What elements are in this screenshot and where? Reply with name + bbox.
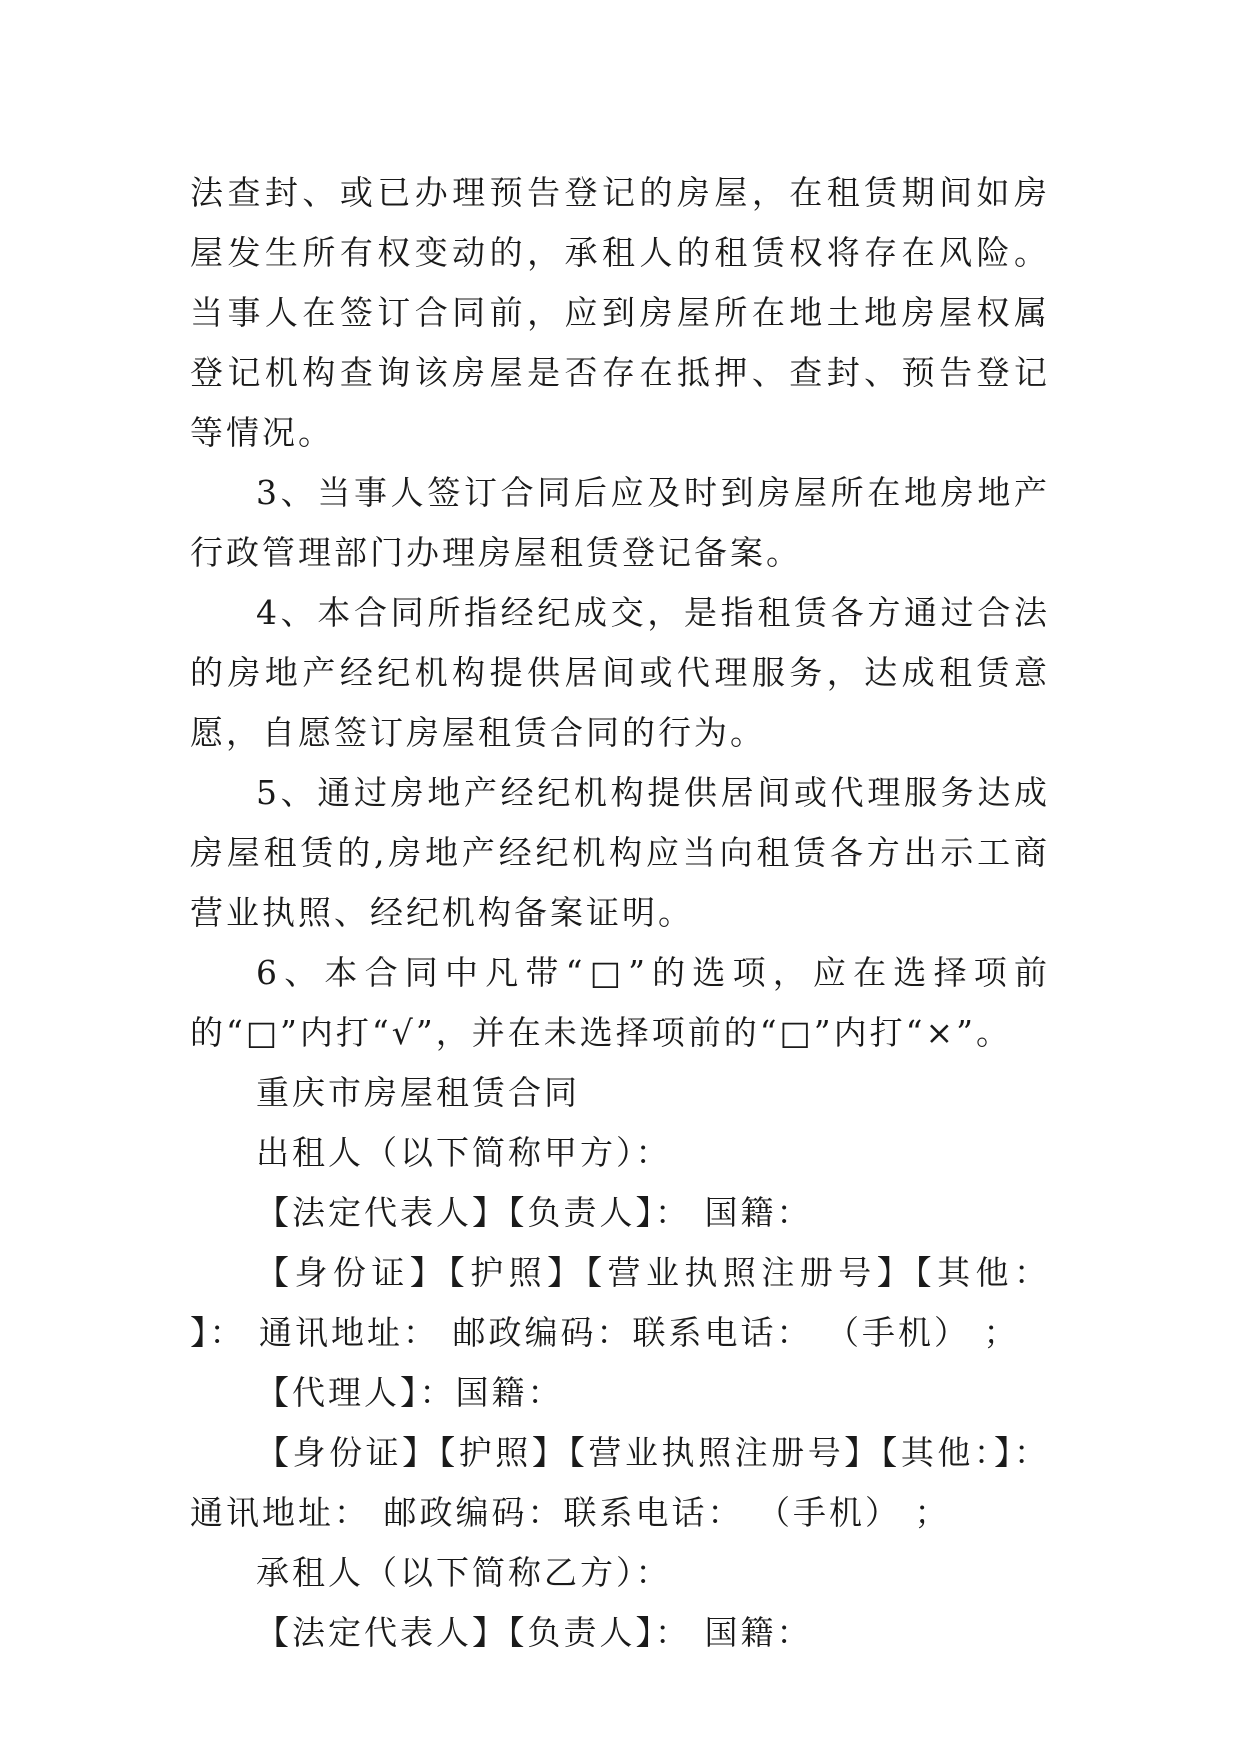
paragraph-item-4: 4、本合同所指经纪成交，是指租赁各方通过合法的房地产经纪机构提供居间或代理服务，达成租赁意愿，自愿签订房屋租赁合同的行为。 [190, 593, 1050, 752]
paragraph-item-3: 3、当事人签订合同后应及时到房屋所在地房地产行政管理部门办理房屋租赁登记备案。 [190, 473, 1050, 572]
paragraph-item-6: 6、本合同中凡带“□”的选项，应在选择项前的“□”内打“√”，并在未选择项前的“□”内打“×”。 [190, 953, 1050, 1052]
document-body [190, 163, 1050, 1663]
lessor-agent-line: 【代理人】：国籍： [256, 1373, 564, 1412]
lessor-id-contact-line: 【身份证】【护照】【营业执照注册号】【其他： 】： 通讯地址： 邮政编码：联系电话： （手机） ； [190, 1253, 1050, 1352]
lessee-representative-line: 【法定代表人】【负责人】： 国籍： [256, 1613, 813, 1652]
paragraph-registration-risk: 法查封、或已办理预告登记的房屋，在租赁期间如房屋发生所有权变动的，承租人的租赁权将存在风险。当事人在签订合同前，应到房屋所在地土地房屋权属登记机构查询该房屋是否存在抵押、查封、预告登记等情况。 [190, 173, 1050, 452]
lessee-heading: 承租人（以下简称乙方）： [256, 1553, 672, 1592]
paragraph-item-5: 5、通过房地产经纪机构提供居间或代理服务达成房屋租赁的,房地产经纪机构应当向租赁各方出示工商营业执照、经纪机构备案证明。 [190, 773, 1050, 932]
contract-title: 重庆市房屋租赁合同 [256, 1073, 580, 1112]
lessor-agent-id-contact-line: 【身份证】【护照】【营业执照注册号】【其他：】：通讯地址： 邮政编码：联系电话： （手机） ； [190, 1433, 1050, 1532]
lessor-representative-line: 【法定代表人】【负责人】： 国籍： [256, 1193, 813, 1232]
lessor-heading: 出租人（以下简称甲方）： [256, 1133, 672, 1172]
